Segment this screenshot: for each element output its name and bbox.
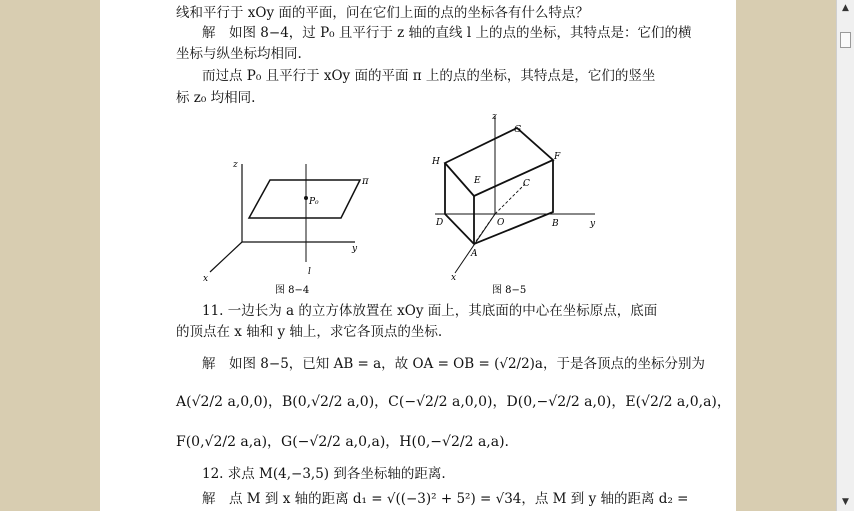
figure-8-5 — [415, 108, 615, 298]
scroll-thumb[interactable] — [840, 32, 851, 48]
point-p0 — [304, 196, 308, 200]
vertical-scrollbar[interactable] — [836, 0, 854, 511]
z-label: z — [492, 112, 497, 122]
z-label: z — [233, 160, 238, 170]
scroll-down-button[interactable]: ▼ — [842, 497, 849, 507]
vertex-g-label: G — [514, 125, 522, 135]
formula-line: F(0,√2/2 a,a)，G(−√2/2 a,0,a)，H(0,−√2/2 a,a). — [176, 434, 509, 450]
x-label: x — [203, 274, 209, 284]
vertex-d-label: D — [436, 218, 444, 228]
l-label: l — [308, 267, 311, 277]
text-line: 的顶点在 x 轴和 y 轴上，求它各顶点的坐标. — [176, 324, 443, 340]
y-label: y — [590, 219, 596, 229]
vertex-c-label: C — [523, 179, 530, 189]
figure-8-4 — [200, 150, 385, 298]
cube-top-face — [445, 128, 553, 196]
formula-line: A(√2/2 a,0,0)，B(0,√2/2 a,0)，C(−√2/2 a,0,0)，D(0,−√2/2 a,0)，E(√2/2 a,0,a)， — [176, 394, 731, 410]
vertex-e-label: E — [474, 176, 481, 186]
text-line: 解 如图 8−5，已知 AB = a，故 OA = OB = (√2/2)a，于是各顶点的坐标分别为 — [202, 356, 705, 372]
text-line: 坐标与纵坐标均相同. — [176, 46, 302, 62]
vertex-a-label: A — [471, 249, 478, 259]
pi-label: π — [362, 176, 369, 187]
figure-8-5-caption: 图 8−5 — [492, 285, 527, 296]
vertex-b-label: B — [552, 219, 559, 229]
cube-side-outline — [445, 160, 553, 244]
scroll-up-button[interactable]: ▲ — [842, 3, 849, 13]
x-axis — [210, 242, 242, 272]
text-line: 而过点 P₀ 且平行于 xOy 面的平面 π 上的点的坐标，其特点是，它们的竖坐 — [202, 68, 656, 84]
text-line: 线和平行于 xOy 面的平面，问在它们上面的点的坐标各有什么特点？ — [176, 5, 589, 21]
p0-label: P₀ — [309, 197, 319, 207]
document-page — [100, 0, 736, 511]
origin-o-label: O — [497, 218, 505, 228]
hidden-edge — [495, 184, 525, 214]
text-line: 11. 一边长为 a 的立方体放置在 xOy 面上，其底面的中心在坐标原点，底面 — [202, 303, 658, 319]
y-label: y — [352, 244, 358, 254]
figure-8-4-caption: 图 8−4 — [275, 285, 310, 296]
text-line: 解 如图 8−4，过 P₀ 且平行于 z 轴的直线 l 上的点的坐标，其特点是：它们的横 — [202, 25, 692, 41]
x-label: x — [451, 273, 457, 283]
vertex-h-label: H — [432, 157, 440, 167]
text-line: 标 z₀ 均相同. — [176, 90, 256, 106]
text-line: 12. 求点 M(4,−3,5) 到各坐标轴的距离. — [202, 466, 446, 482]
vertex-f-label: F — [554, 152, 561, 162]
text-line: 解 点 M 到 x 轴的距离 d₁ = √((−3)² + 5²) = √34，点 M 到 y 轴的距离 d₂ = — [202, 491, 689, 507]
